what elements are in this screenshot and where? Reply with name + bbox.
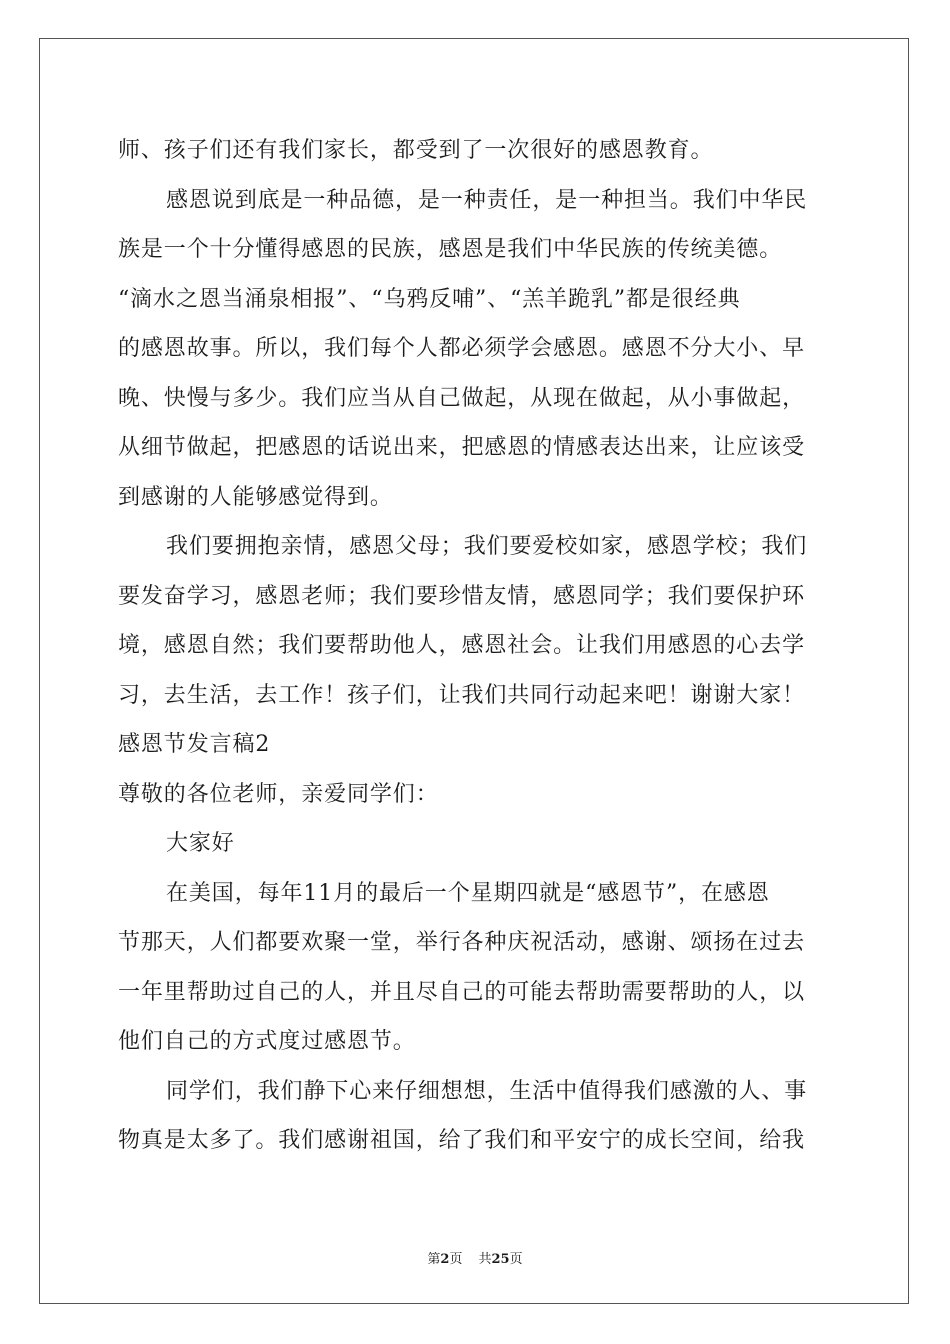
text-line: 物真是太多了。我们感谢祖国，给了我们和平安宁的成长空间，给我 <box>118 1128 806 1153</box>
text-line: 同学们，我们静下心来仔细想想，生活中值得我们感激的人、事 <box>166 1078 808 1104</box>
text-line: 境，感恩自然；我们要帮助他人，感恩社会。让我们用感恩的心去学 <box>118 633 806 658</box>
salutation: 尊敬的各位老师，亲爱同学们： <box>118 781 439 807</box>
greeting: 大家好 <box>166 831 235 856</box>
section-heading: 感恩节发言稿2 <box>118 732 271 757</box>
text-line: 到感谢的人能够感觉得到。 <box>118 484 393 510</box>
text-line: 师、孩子们还有我们家长，都受到了一次很好的感恩教育。 <box>118 138 714 163</box>
text-line: 在美国，每年11月的最后一个星期四就是“感恩节”，在感恩 <box>166 880 770 906</box>
text-line: 他们自己的方式度过感恩节。 <box>118 1029 416 1054</box>
text-line: 感恩说到底是一种品德，是一种责任，是一种担当。我们中华民 <box>166 187 808 213</box>
text-line: 晚、快慢与多少。我们应当从自己做起，从现在做起，从小事做起， <box>118 385 806 411</box>
total-suffix: 页 <box>509 1252 523 1267</box>
text-line: 要发奋学习，感恩老师；我们要珍惜友情，感恩同学；我们要保护环 <box>118 583 806 609</box>
text-line: 族是一个十分懂得感恩的民族，感恩是我们中华民族的传统美德。 <box>118 237 783 262</box>
page-footer <box>0 1248 950 1267</box>
page-prefix: 第 <box>427 1252 441 1267</box>
page-suffix: 页 <box>449 1252 463 1267</box>
text-line: 的感恩故事。所以，我们每个人都必须学会感恩。感恩不分大小、早 <box>118 336 806 361</box>
total-prefix: 共 <box>478 1252 492 1267</box>
text-line: 从细节做起，把感恩的话说出来，把感恩的情感表达出来，让应该受 <box>118 435 806 460</box>
page-number: 2 <box>440 1252 450 1267</box>
text-line: 习，去生活，去工作！孩子们，让我们共同行动起来吧！谢谢大家！ <box>118 682 806 708</box>
text-line: 节那天，人们都要欢聚一堂，举行各种庆祝活动，感谢、颂扬在过去 <box>118 930 806 955</box>
text-line: 一年里帮助过自己的人，并且尽自己的可能去帮助需要帮助的人，以 <box>118 979 806 1005</box>
document-body <box>118 126 838 1166</box>
total-pages: 25 <box>491 1252 510 1267</box>
text-line: “滴水之恩当涌泉相报”、“乌鸦反哺”、“羔羊跪乳”都是很经典 <box>118 286 741 312</box>
text-line: 我们要拥抱亲情，感恩父母；我们要爱校如家，感恩学校；我们 <box>166 534 808 559</box>
